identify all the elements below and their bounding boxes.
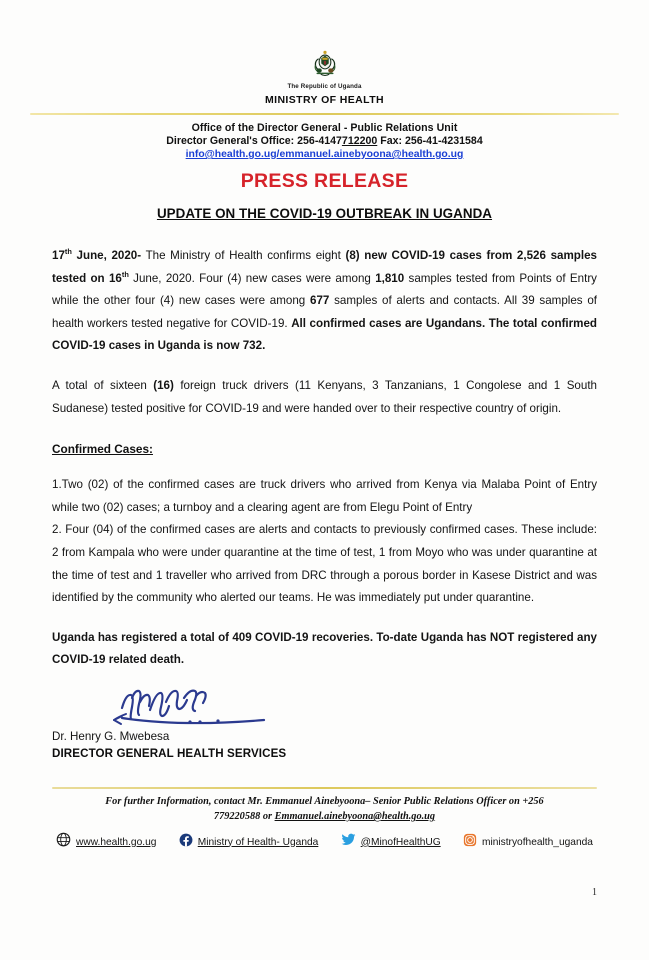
footer-email-link[interactable]: Emmanuel.ainebyoona@health.go.ug: [274, 811, 436, 823]
p1-seg5: .: [262, 339, 266, 353]
social-link-instagram[interactable]: [463, 833, 593, 852]
paragraph-1: [52, 245, 597, 358]
paragraph-2: [52, 375, 597, 420]
social-link-website[interactable]: [56, 832, 156, 852]
signatory-name: Dr. Henry G. Mwebesa: [52, 729, 170, 743]
phone-number-underlined: 712200: [341, 135, 378, 147]
website-label: www.health.go.ug: [76, 836, 157, 848]
coat-of-arms-icon: [52, 46, 597, 80]
document-body: [52, 245, 597, 768]
release-date-rest: June, 2020-: [71, 249, 142, 262]
p2-seg2: foreign truck drivers (11 Kenyans, 3 Tanzanians, 1 Congolese and 1 South Sudanese) tested positive for COVID-19 and were handed over to their respective country of origin.: [52, 378, 597, 415]
email-link[interactable]: info@health.go.ug/emmanuel.ainebyoona@health.go.ug: [185, 149, 464, 160]
p1-bold3: 677: [310, 294, 330, 308]
footer-contact-line1: For further Information, contact Mr. Emmanuel Ainebyoona– Senior Public Relations Officer on +256: [105, 796, 544, 808]
footer-phone: 779220588: [213, 811, 261, 823]
gold-divider-footer: [52, 787, 597, 789]
press-release-title: PRESS RELEASE: [240, 170, 409, 192]
paragraph-5-recoveries: Uganda has registered a total of 409 COVID-19 recoveries. To-date Uganda has NOT registered any COVID-19 related death.: [52, 630, 597, 667]
phone-fax-line: [52, 135, 597, 147]
footer-or: or: [260, 811, 275, 823]
document-header: [52, 0, 597, 106]
facebook-icon: [179, 833, 193, 852]
social-link-twitter[interactable]: [341, 832, 441, 852]
facebook-label: Ministry of Health- Uganda: [197, 836, 319, 848]
release-date-day: 17: [52, 249, 65, 262]
page-title: UPDATE ON THE COVID-19 OUTBREAK IN UGANDA: [156, 206, 493, 221]
instagram-icon: [463, 833, 477, 852]
p1-seg4: samples of alerts and contacts. All 39 samples of health workers tested negative for COVID-19.: [52, 294, 598, 330]
phone-label: Director General's Office: 256-4147: [166, 135, 342, 147]
p1-seg3: samples tested from Points of Entry while the other four (4) new cases were among: [52, 271, 597, 308]
footer-contact-text: [52, 795, 597, 825]
p2-bold1: (16): [153, 378, 174, 392]
social-links-row: [52, 832, 597, 852]
globe-icon: [56, 832, 71, 852]
p1-seg2: June, 2020. Four (4) new cases were among: [128, 271, 376, 285]
p2-seg1: A total of sixteen: [52, 378, 154, 392]
contact-block: [52, 122, 597, 160]
twitter-icon: [341, 832, 356, 852]
republic-line: The Republic of Uganda: [287, 83, 362, 90]
gold-divider-top: [30, 113, 619, 115]
office-line: Office of the Director General - Public Relations Unit: [191, 122, 458, 134]
date-ordinal-suffix: th: [64, 247, 72, 257]
fax-line: Fax: 256-41-4231584: [380, 135, 483, 147]
paragraph-3: 1.Two (02) of the confirmed cases are truck drivers who arrived from Kenya via Malaba Point of Entry while two (02) cases; a turnboy and a clearing agent are from Elegu Point of Entry: [52, 478, 597, 514]
document-footer: [52, 787, 597, 852]
page-number: 1: [592, 887, 597, 898]
p1-bold1-sup: th: [121, 269, 129, 279]
signature-block: [52, 694, 597, 768]
ministry-line: MINISTRY OF HEALTH: [264, 94, 384, 106]
p1-bold4: All confirmed cases are Ugandans. The total confirmed COVID-19 cases in Uganda is now 732: [52, 316, 598, 353]
signatory-title: DIRECTOR GENERAL HEALTH SERVICES: [52, 746, 287, 760]
instagram-label: ministryofhealth_uganda: [481, 836, 593, 848]
section-heading-confirmed-cases: Confirmed Cases:: [52, 442, 153, 457]
p1-bold2: 1,810: [375, 271, 405, 285]
social-link-facebook[interactable]: [179, 833, 319, 852]
p1-seg1: The Ministry of Health confirms eight: [141, 249, 346, 262]
p1-bold1: (8) new COVID-19 cases from 2,526 samples tested on: [52, 249, 597, 285]
twitter-label: @MinofHealthUG: [360, 836, 441, 848]
p1-bold1-num: 16: [108, 271, 122, 285]
paragraph-4: 2. Four (04) of the confirmed cases are alerts and contacts to previously confirmed cases. These include: 2 from Kampala who were under quarantine at the time of test, 1 from Moyo who was under quarantine at the time of test and 1 traveller who arrived from DRC through a porous border in Kasese District and was identified by the community who alerted our teams. He was immediately put under quarantine.: [52, 523, 597, 605]
